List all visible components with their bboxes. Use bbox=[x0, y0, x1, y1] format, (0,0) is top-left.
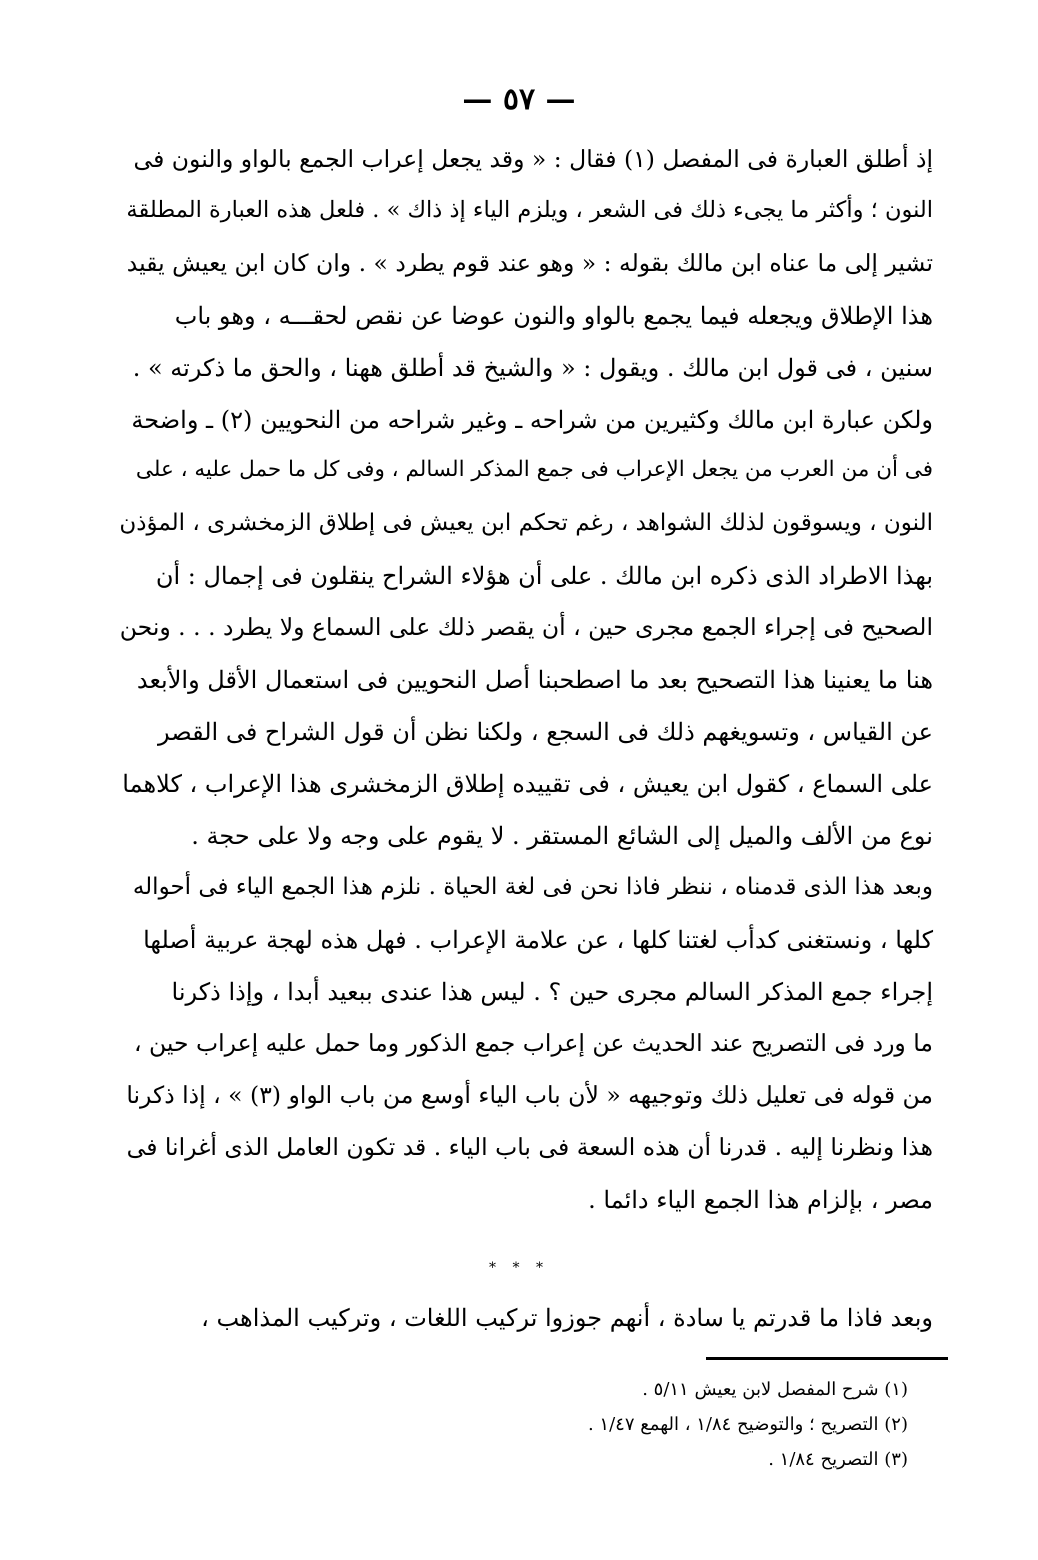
text-line: النون ، ويسوقون لذلك الشواهد ، رغم تحكم ابن يعيش فى إطلاق الزمخشرى ، المؤذن bbox=[119, 510, 933, 536]
text-line: بهذا الاطراد الذى ذكره ابن مالك . على أن هؤلاء الشراح ينقلون فى إجمال : أن bbox=[155, 562, 933, 590]
text-line: كلها ، ونستغنى كدأب لغتنا كلها ، عن علامة الإعراب . فهل هذه لهجة عربية أصلها bbox=[143, 926, 933, 954]
text-line: إجراء جمع المذكر السالم مجرى حين ؟ . ليس هذا عندى ببعيد أبدا ، وإذا ذكرنا bbox=[171, 978, 933, 1006]
paragraph-3 bbox=[118, 870, 933, 1234]
text-line: عن القياس ، وتسويغهم ذلك فى السجع ، ولكنا نظن أن قول الشراح فى القصر bbox=[158, 718, 933, 746]
text-line: سنين ، فى قول ابن مالك . ويقول : « والشيخ قد أطلق ههنا ، والحق ما ذكرته » . bbox=[132, 354, 933, 382]
footnote-1: (١) شرح المفصل لابن يعيش ٥/١١ . bbox=[642, 1379, 908, 1400]
text-line: النون ؛ وأكثر ما يجىء ذلك فى الشعر ، ويلزم الياء إذ ذاك » . فلعل هذه العبارة المطلقة bbox=[126, 197, 933, 223]
paragraph-1 bbox=[118, 142, 933, 402]
text-line: نوع من الألف والميل إلى الشائع المستقر . لا يقوم على وجه ولا على حجة . bbox=[191, 822, 933, 850]
text-line: مصر ، بإلزام هذا الجمع الياء دائما . bbox=[588, 1186, 933, 1214]
text-line: من قوله فى تعليل ذلك وتوجيهه « لأن باب الياء أوسع من باب الواو (٣) » ، إذا ذكرنا bbox=[126, 1081, 933, 1109]
page-number: — ٥٧ — bbox=[462, 82, 576, 117]
closing-line: وبعد فاذا ما قدرتم يا سادة ، أنهم جوزوا تركيب اللغات ، وتركيب المذاهب ، bbox=[201, 1304, 933, 1332]
text-line: هذا ونظرنا إليه . قدرنا أن هذه السعة فى باب الياء . قد تكون العامل الذى أغرانا فى bbox=[126, 1133, 933, 1161]
footnotes bbox=[300, 1372, 908, 1477]
footnote-2: (٢) التصريح ؛ والتوضيح ١/٨٤ ، الهمع ١/٤٧ . bbox=[587, 1414, 908, 1435]
text-line: على السماع ، كقول ابن يعيش ، فى تقييده إطلاق الزمخشرى هذا الإعراب ، كلاهما bbox=[122, 770, 933, 798]
text-line: إذ أطلق العبارة فى المفصل (١) فقال : « وقد يجعل إعراب الجمع بالواو والنون فى bbox=[133, 145, 933, 173]
footnote-divider bbox=[706, 1357, 948, 1360]
text-line: الصحيح فى إجراء الجمع مجرى حين ، أن يقصر ذلك على السماع ولا يطرد . . . ونحن bbox=[119, 613, 933, 641]
text-line: هذا الإطلاق ويجعله فيما يجمع بالواو والنون عوضا عن نقص لحقـــه ، وهو باب bbox=[174, 302, 933, 330]
text-line: ما ورد فى التصريح عند الحديث عن إعراب جمع الذكور وما حمل عليه إعراب حين ، bbox=[133, 1029, 933, 1057]
text-line: ولكن عبارة ابن مالك وكثيرين من شراحه ـ وغير شراحه من النحويين (٢) ـ واضحة bbox=[131, 406, 933, 434]
paragraph-2 bbox=[118, 402, 933, 870]
text-line: تشير إلى ما عناه ابن مالك بقوله : « وهو عند قوم يطرد » . وان كان ابن يعيش يقيد bbox=[126, 249, 933, 277]
footnote-3: (٣) التصريح ١/٨٤ . bbox=[768, 1449, 908, 1470]
section-separator: * * * bbox=[489, 1260, 549, 1276]
text-line: هنا ما يعنينا هذا التصحيح بعد ما اصطحبنا أصل النحويين فى استعمال الأقل والأبعد bbox=[136, 666, 933, 694]
text-line: وبعد هذا الذى قدمناه ، ننظر فاذا نحن فى لغة الحياة . نلزم هذا الجمع الياء فى أحواله bbox=[132, 874, 933, 900]
body-text bbox=[118, 142, 933, 1234]
text-line: فى أن من العرب من يجعل الإعراب فى جمع المذكر السالم ، وفى كل ما حمل عليه ، على bbox=[135, 457, 933, 482]
